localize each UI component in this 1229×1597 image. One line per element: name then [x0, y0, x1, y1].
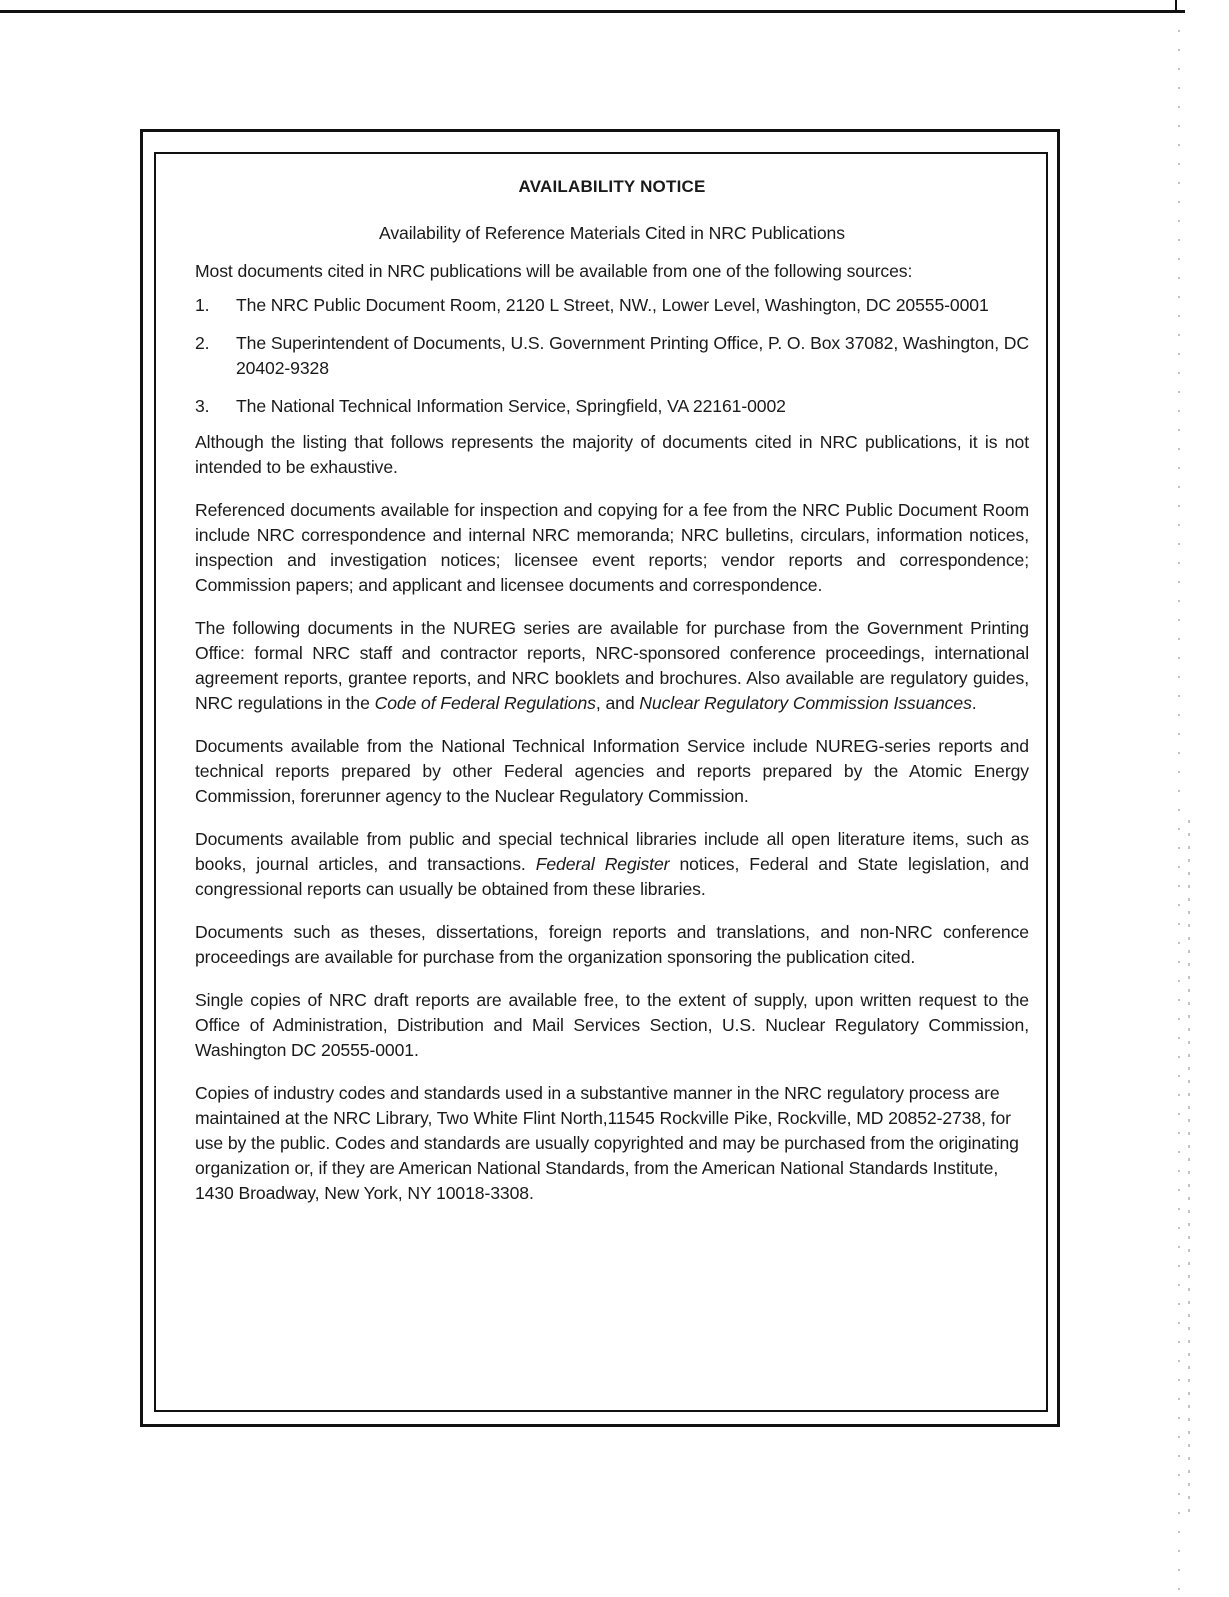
source-text: The NRC Public Document Room, 2120 L Street, NW., Lower Level, Washington, DC 20555-0001 [236, 295, 989, 315]
notice-inner-border [154, 152, 1048, 1412]
source-number: 1. [195, 295, 210, 315]
public-document-room-paragraph: Referenced documents available for inspection and copying for a fee from the NRC Public Document Room include NRC correspondence and internal NRC memoranda; NRC bulletins, circulars, information notices, inspection and investigation notices; licensee event reports; vendor reports and correspondence; Commission papers; and applicant and licensee documents and correspondence. [195, 500, 1029, 595]
draft-reports-paragraph: Single copies of NRC draft reports are available free, to the extent of supply, upon written request to the Office of Administration, Distribution and Mail Services Section, U.S. Nuclear Regulatory Commission, Washington DC 20555-0001. [195, 990, 1029, 1060]
source-item [195, 394, 1029, 419]
source-text: The National Technical Information Service, Springfield, VA 22161-0002 [236, 396, 786, 416]
source-item [195, 331, 1029, 381]
libraries-text-b: notices, Federal and State legislation, and congressional reports can usually be obtained from these libraries. [195, 854, 1029, 899]
nureg-series-paragraph [195, 616, 1029, 716]
scan-edge-artifact [1178, 30, 1180, 1590]
nureg-text-c: . [971, 693, 977, 713]
theses-paragraph: Documents such as theses, dissertations, foreign reports and translations, and non-NRC conference proceedings are available for purchase from the organization sponsoring the publication cited. [195, 922, 1029, 967]
intro-paragraph: Most documents cited in NRC publications will be available from one of the following sources: [195, 261, 913, 281]
sources-list [195, 293, 1029, 419]
source-text: The Superintendent of Documents, U.S. Government Printing Office, P. O. Box 37082, Washington, DC 20402-9328 [236, 333, 1029, 378]
notice-outer-border [140, 129, 1060, 1427]
scan-edge-artifact [1188, 820, 1190, 1520]
source-number: 2. [195, 333, 210, 353]
notice-content [195, 174, 1029, 1224]
libraries-text-a: Documents available from public and special technical libraries include all open literature items, such as books, journal articles, and transactions. [195, 829, 1029, 874]
notice-subtitle: Availability of Reference Materials Cited in NRC Publications [379, 223, 845, 243]
codes-standards-paragraph: Copies of industry codes and standards used in a substantive manner in the NRC regulatory process are maintained at the NRC Library, Two White Flint North,11545 Rockville Pike, Rockville, MD 20852-2738, for use by the public. Codes and standards are usually copyrighted and may be purchased from the originating organization or, if they are American National Standards, from the American National Standards Institute, 1430 Broadway, New York, NY 10018-3308. [195, 1083, 1019, 1203]
notice-title: AVAILABILITY NOTICE [518, 177, 706, 196]
source-number: 3. [195, 396, 210, 416]
cfr-title: Code of Federal Regulations [374, 693, 596, 713]
source-item [195, 293, 1029, 318]
nureg-text-a: The following documents in the NUREG series are available for purchase from the Government Printing Office: formal NRC staff and contractor reports, NRC-sponsored conference proceedings, international agreement reports, grantee reports, and NRC booklets and brochures. Also available are regulatory guides, NRC regulations in the [195, 618, 1029, 713]
top-rule-line [0, 10, 1185, 13]
nrc-issuances-title: Nuclear Regulatory Commission Issuances [639, 693, 972, 713]
libraries-paragraph [195, 827, 1029, 902]
top-rule-tick [1175, 0, 1177, 12]
exhaustive-disclaimer-paragraph: Although the listing that follows represents the majority of documents cited in NRC publications, it is not intended to be exhaustive. [195, 432, 1029, 477]
ntis-paragraph: Documents available from the National Technical Information Service include NUREG-series reports and technical reports prepared by other Federal agencies and reports prepared by the Atomic Energy Commission, forerunner agency to the Nuclear Regulatory Commission. [195, 736, 1029, 806]
nureg-text-b: , and [595, 693, 640, 713]
federal-register-title: Federal Register [535, 854, 670, 874]
